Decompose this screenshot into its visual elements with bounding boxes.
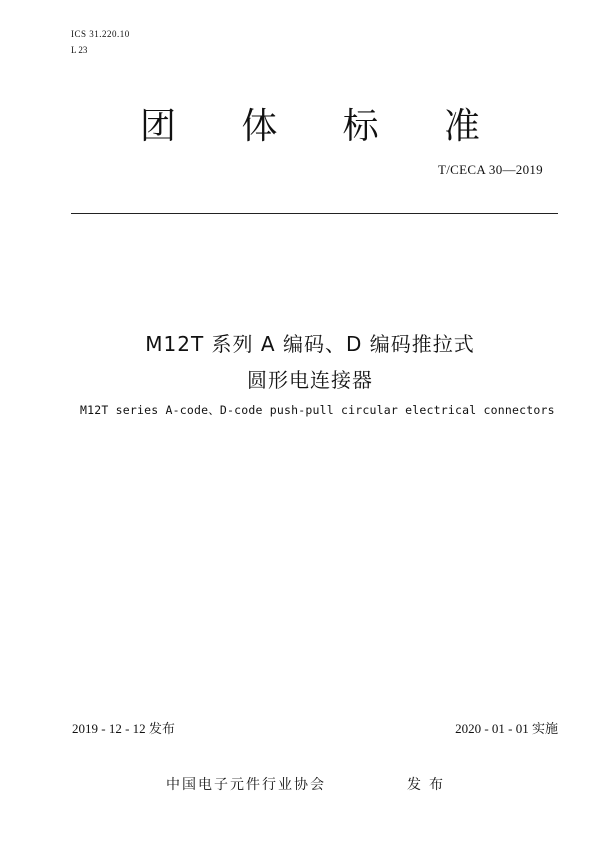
standard-type-char-2: 体 (241, 106, 278, 147)
standard-type-title (140, 98, 480, 149)
standard-type-char-1: 团 (140, 106, 177, 147)
standard-type-char-3: 标 (342, 106, 379, 147)
issuing-organization: 中国电子元件行业协会 (166, 777, 326, 793)
ics-code: ICS 31.220.10 (71, 29, 130, 39)
ccs-code: L 23 (71, 45, 88, 55)
chinese-title-line-1: M12T 系列 A 编码、D 编码推拉式 (145, 332, 475, 356)
implementation-date: 2020 - 01 - 01 实施 (455, 721, 558, 736)
issue-label: 发布 (407, 777, 451, 793)
chinese-title-line-2: 圆形电连接器 (247, 368, 373, 392)
standard-number: T/CECA 30—2019 (438, 162, 543, 177)
header-divider (71, 213, 558, 214)
issue-date: 2019 - 12 - 12 发布 (72, 721, 175, 736)
english-title: M12T series A-code、D-code push-pull circular electrical connectors (80, 403, 555, 417)
standard-type-char-4: 准 (443, 106, 480, 147)
